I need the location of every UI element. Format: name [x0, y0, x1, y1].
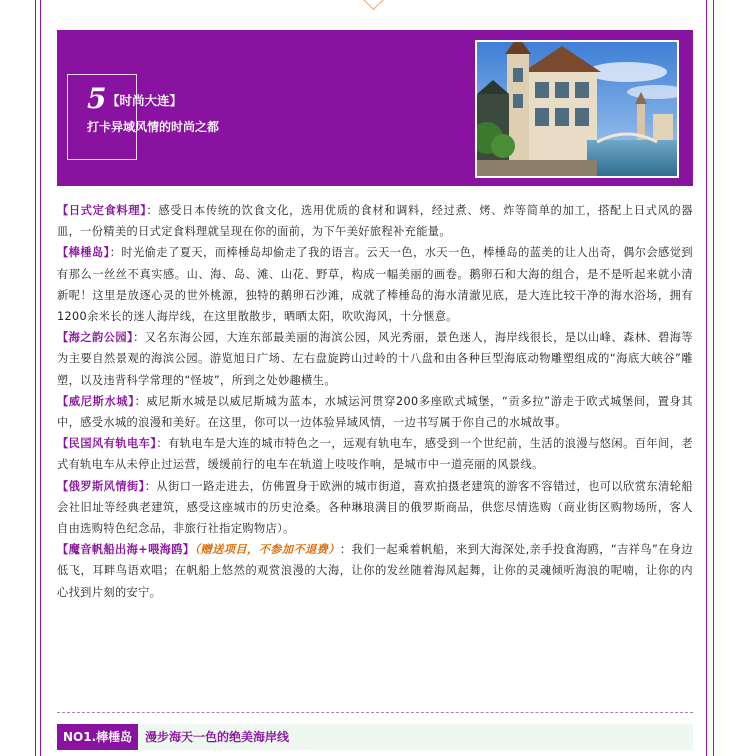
section-title: 【海之韵公园】 — [57, 331, 134, 345]
section-paragraph — [57, 200, 693, 242]
banner-tag: 【时尚大连】 — [107, 93, 183, 108]
free-item-note: （赠送项目，不参加不退费） — [194, 543, 340, 557]
banner-number: 5 — [87, 82, 107, 115]
itinerary-content — [57, 200, 693, 603]
section-title: 【俄罗斯风情街】 — [57, 479, 145, 493]
section-title: 【民国风有轨电车】 — [57, 437, 157, 451]
section-title: 【威尼斯水城】 — [57, 394, 135, 408]
section-paragraph — [57, 327, 693, 391]
section-body: ：从街口一路走进去，仿佛置身于欧洲的城市街道，喜欢拍摄老建筑的游客不容错过，也可以欣赏东清轮船会社旧址等经典老建筑，感受这座城市的历史沧桑。各种琳琅满目的俄罗斯商品，供您尽情选购（商业街区购物场所，客人自由选购特色纪念品，非旅行社指定购物店）。 — [57, 479, 693, 536]
section-title: 【棒棰岛】 — [57, 246, 110, 260]
section-body: ：有轨电车是大连的城市特色之一，远观有轨电车，感受到一个世纪前，生活的浪漫与悠闲。百年间，老式有轨电车从未停止过运营，缓缓前行的电车在轨道上吱吱作响，是城市中一道亮丽的风景线。 — [57, 437, 693, 472]
section-body: ：又名东海公园，大连东部最美丽的海滨公园，风光秀丽，景色迷人，海岸线很长，是以山峰、森林、碧海等为主要自然景观的海滨公园。游览旭日广场、左右盘旋跨山过岭的十八盘和由各种巨型海底动物雕塑组成的“海底大峡谷”雕塑，以及违背科学常理的“怪坡”，所到之处妙趣横生。 — [57, 331, 694, 387]
section-paragraph — [57, 433, 693, 475]
spot-subheader-title: 漫步海天一色的绝美海岸线 — [145, 730, 290, 744]
section-body: ：我们一起乘着帆船，来到大海深处,亲手投食海鸥，“吉祥鸟”在身边低飞，耳畔鸟语欢唱；在帆船上悠然的观赏浪漫的大海，让你的发丝随着海风起舞，让你的灵魂倾听海浪的呢喃，让你的内心找到片刻的安宁。 — [57, 543, 693, 599]
section-body: ：威尼斯水城是以威尼斯城为蓝本，水城运河贯穿200多座欧式城堡，“贡多拉”游走于欧式城堡间，置身其中，感受水城的浪漫和美好。在这里，你可以一边体验异域风情，一边书写属于你自己的水城故事。 — [57, 394, 693, 430]
section-paragraph — [57, 242, 693, 327]
section-body: ：时光偷走了夏天，而棒棰岛却偷走了我的语言。云天一色，水天一色，棒棰岛的蓝美的让人出奇，偶尔会感觉到有那么一丝丝不真实感。山、海、岛、滩、山花、野草，构成一幅美丽的画卷。鹅卵石和大海的组合，是不是听起来就小清新呢！这里是放逐心灵的世外桃源，独特的鹅卵石沙滩，成就了棒棰岛的海水清澈见底，是大连比较干净的海水浴场，拥有1200余米长的迷人海岸线，在这里散散步，晒晒太阳，吹吹海风，十分惬意。 — [57, 246, 693, 324]
section-banner — [57, 30, 693, 186]
section-title: 【日式定食料理】 — [57, 204, 147, 217]
section-title: 【魔音帆船出海+喂海鸥】 — [57, 543, 195, 557]
section-paragraph — [57, 539, 693, 603]
dashed-divider — [57, 712, 693, 713]
banner-subtitle: 打卡异域风情的时尚之都 — [87, 120, 220, 134]
castle-photo-icon — [475, 40, 679, 178]
spot-number-badge: NO1.棒棰岛 — [57, 724, 138, 750]
section-paragraph — [57, 476, 693, 540]
section-body: ：感受日本传统的饮食文化，选用优质的食材和调料，经过煮、烤、炸等简单的加工，搭配上日式风的器皿，一份精美的日式定食料理就呈现在你的面前，为下午美好旅程补充能量。 — [57, 204, 693, 239]
section-paragraph — [57, 391, 693, 433]
spot-subheader — [57, 724, 693, 750]
